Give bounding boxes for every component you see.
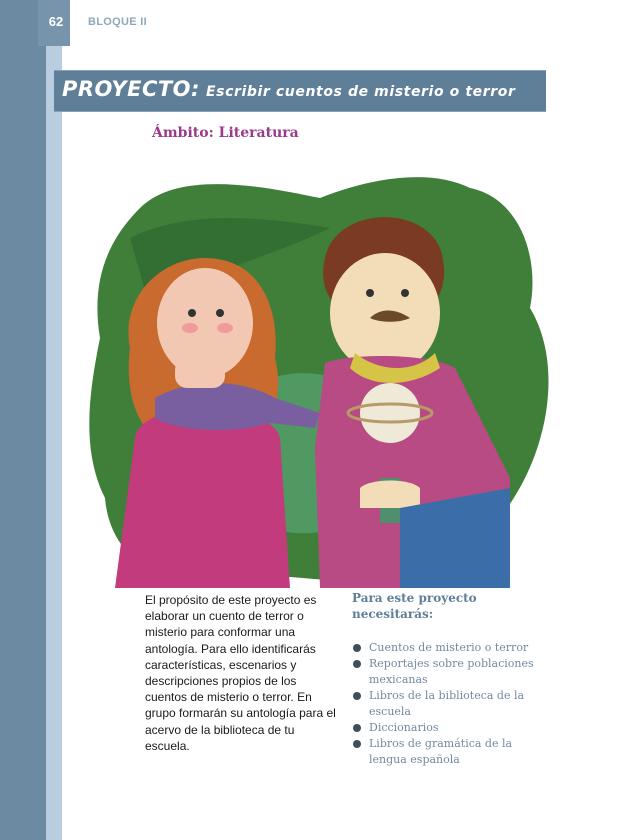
materials-item-text: Libros de la biblioteca de la escuela <box>369 689 525 718</box>
bullet-icon <box>353 724 361 732</box>
project-title-label: PROYECTO: <box>62 77 200 101</box>
bloque-label: BLOQUE II <box>88 16 147 28</box>
purpose-paragraph: El propósito de este proyecto es elaborar un cuento de terror o misterio para conformar una antología. Para ello identificarás características, escenarios y descripciones propios de los cuentos de misterio o terror. En grupo formarán su antología para el acervo de la biblioteca de tu escuela. <box>145 593 336 753</box>
materials-item-text: Cuentos de misterio o terror <box>369 641 529 654</box>
materials-item <box>352 736 552 768</box>
bullet-icon <box>353 660 361 668</box>
project-title: Escribir cuentos de misterio o terror <box>206 84 516 100</box>
left-decorative-band <box>0 0 46 840</box>
materials-item <box>352 656 552 688</box>
materials-item <box>352 688 552 720</box>
materials-item <box>352 640 552 656</box>
materials-item-text: Reportajes sobre poblaciones mexicanas <box>369 657 534 686</box>
materials-item-text: Libros de gramática de la lengua española <box>369 737 513 766</box>
page-number: 62 <box>48 14 64 29</box>
bullet-icon <box>353 692 361 700</box>
materials-item-text: Diccionarios <box>369 721 439 734</box>
illustration-children <box>70 148 570 588</box>
materials-item <box>352 720 552 736</box>
ambito-subtitle: Ámbito: Literatura <box>152 125 299 141</box>
bullet-icon <box>353 740 361 748</box>
materials-list <box>352 640 552 768</box>
materials-heading: Para este proyecto necesitarás: <box>352 591 477 621</box>
bullet-icon <box>353 644 361 652</box>
left-light-band <box>46 0 62 840</box>
